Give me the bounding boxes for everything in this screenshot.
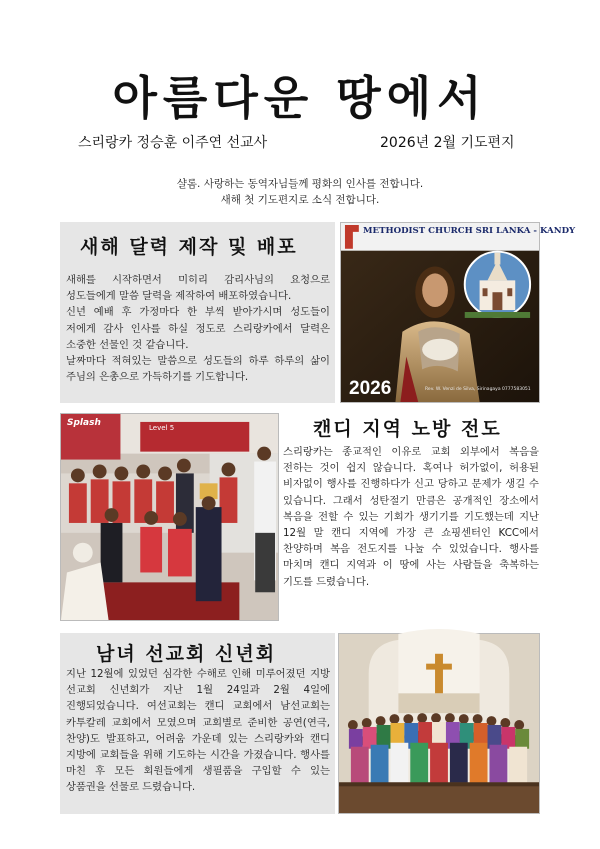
section-heading-street-evangelism: 캔디 지역 노방 전도 [313,418,502,440]
section-text-calendar [66,272,330,385]
paragraph: 신년 예배 후 가정마다 한 부씩 받아가시며 성도들이 저에게 감사 인사를 하실 정도로 스리랑카에서 달력은 소중한 선물인 것 같습니다. [66,306,330,351]
calendar-caption: Rev. W. Venzi de Silva, Sirinagaya 0777583051 [425,387,531,392]
mall-sign: Splash [67,418,101,428]
greeting [0,176,600,208]
section-heading-new-year: 남녀 선교회 신년회 [96,643,277,665]
missionary-names: 스리랑카 정승훈 이주연 선교사 [78,135,268,151]
calendar-banner: METHODIST CHURCH SRI LANKA - KANDY [363,226,576,236]
section-heading-calendar: 새해 달력 제작 및 배포 [80,236,298,258]
calendar-year: 2026 [349,378,392,399]
section-text-street-evangelism [283,444,539,590]
paragraph: 새해를 시작하면서 미히리 감리사님의 요청으로 성도들에게 말씀 달력을 제작하여 배포하였습니다. [66,274,330,303]
page-title: 아름다운 땅에서 [112,71,488,125]
calendar-photo [340,222,576,403]
level-sign: Level 5 [149,424,175,432]
letter-date: 2026년 2월 기도편지 [380,135,515,151]
street-evangelism-photo [60,413,279,621]
church-group-photo [338,633,540,814]
paragraph: 스리랑카는 종교적인 이유로 교회 외부에서 복음을 전하는 것이 쉽지 않습니다. 혹여나 허가없이, 허용된 비자없이 행사를 진행하다가 신고 당하고 문제가 생길 수 있습니다. 그래서 성탄절기 만큼은 공개적인 장소에서 복음을 전할 수 있는 기회가 생기기를 기도했는데 지난 12월 말 캔디 지역에 가장 큰 쇼핑센터인 KCC에서 찬양하며 복음 전도지를 나눌 수 있었습니다. 행사를 마치며 캔디 지역과 이 땅에 사는 사람들을 축복하는 기도를 드렸습니다. [283,446,539,588]
greeting-line: 새해 첫 기도편지로 소식 전합니다. [220,194,380,206]
section-text-new-year [66,666,330,796]
greeting-line: 샬롬. 사랑하는 동역자님들께 평화의 인사를 전합니다. [176,178,424,190]
paragraph: 날짜마다 적혀있는 말씀으로 성도들의 하루 하루의 삶이 주님의 은총으로 가득하기를 기도합니다. [66,355,330,384]
paragraph: 지난 12월에 있었던 심각한 수해로 인해 미루어졌던 지방 선교회 신년회가 지난 1월 24일과 2월 4일에 진행되었습니다. 여선교회는 캔디 교회에서 남선교회는 카투칼레 교회에서 모였으며 교회별로 준비한 공연(연극, 찬양)도 발표하고, 어려움 가운데 있는 스리랑카와 캔디 지방에 교회들을 위해 기도하는 시간을 가졌습니다. 행사를 마친 후 모든 회원들에게 생필품을 구입할 수 있는 상품권을 선물로 드렸습니다. [66,668,330,794]
